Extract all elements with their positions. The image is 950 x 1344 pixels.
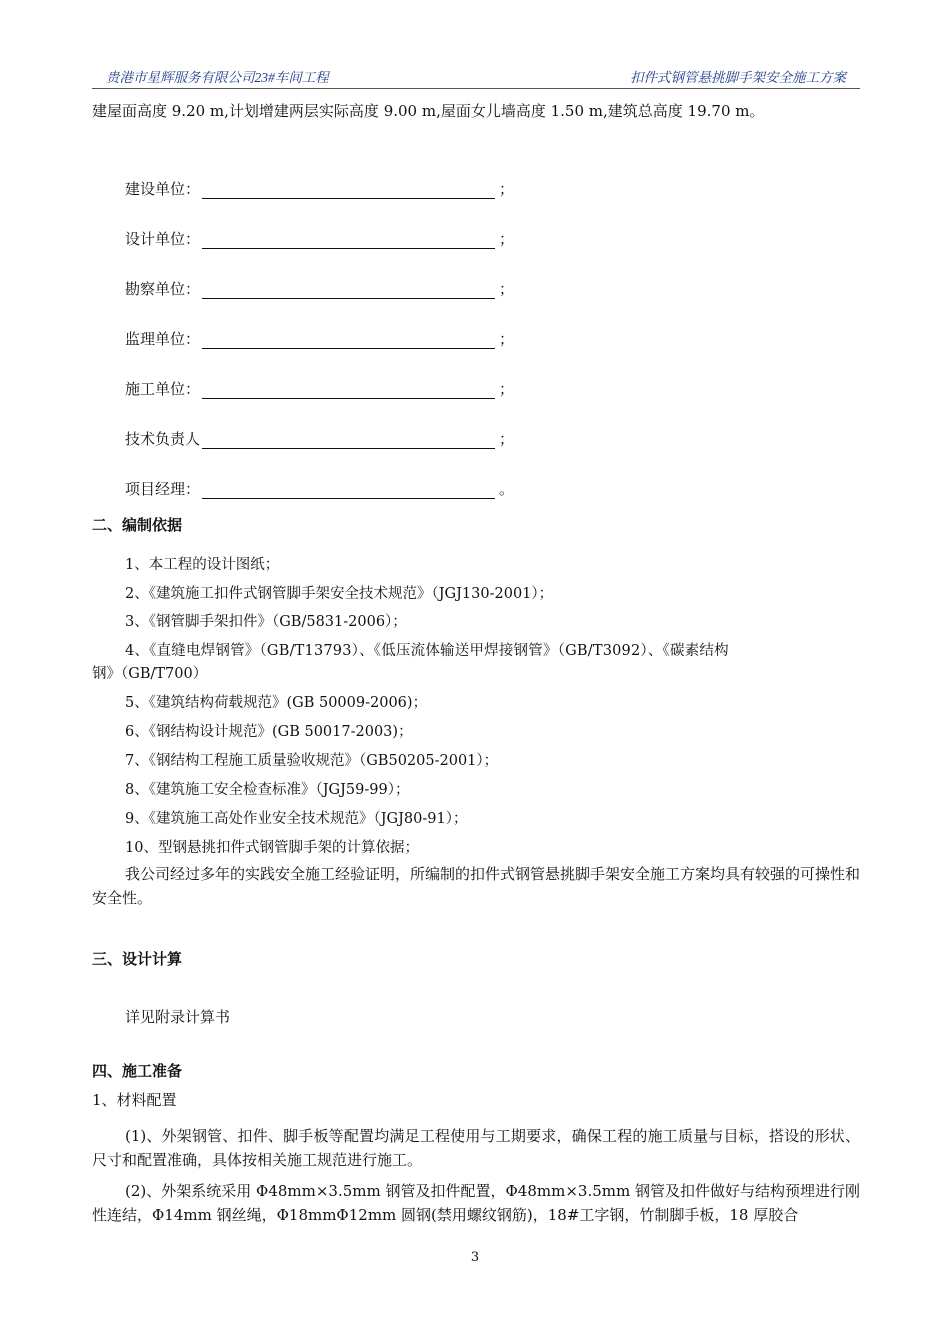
sign-underline bbox=[202, 231, 495, 249]
section-heading-prep: 四、施工准备 bbox=[92, 1062, 183, 1080]
page-number: 3 bbox=[470, 1250, 480, 1265]
basis-item: 3、《钢管脚手架扣件》（GB/5831-2006）； bbox=[125, 614, 407, 630]
sign-underline bbox=[202, 281, 495, 299]
basis-conclusion: 我公司经过多年的实践安全施工经验证明，所编制的扣件式钢管悬挑脚手架安全施工方案均具有较强的可操性和安全性。 bbox=[92, 865, 861, 907]
sign-label: 建设单位： bbox=[125, 180, 201, 198]
sign-end: ； bbox=[499, 280, 515, 298]
sign-end: ； bbox=[499, 330, 515, 348]
calc-note: 详见附录计算书 bbox=[125, 1008, 231, 1026]
sign-end: ； bbox=[499, 180, 515, 198]
basis-item: 5、《建筑结构荷载规范》(GB 50009-2006)； bbox=[125, 695, 428, 711]
header-rule bbox=[92, 88, 860, 89]
sign-label: 勘察单位： bbox=[125, 280, 201, 298]
basis-item: 9、《建筑施工高处作业安全技术规范》（JGJ80-91）； bbox=[125, 811, 468, 827]
basis-item: 6、《钢结构设计规范》(GB 50017-2003)； bbox=[125, 724, 413, 740]
sign-row-project-manager bbox=[125, 478, 514, 499]
basis-item: 2、《建筑施工扣件式钢管脚手架安全技术规范》（JGJ130-2001）； bbox=[125, 586, 554, 602]
sign-row-contractor bbox=[125, 378, 514, 399]
sign-end: ； bbox=[499, 430, 515, 448]
basis-item: 1、本工程的设计图纸； bbox=[125, 557, 280, 573]
page-header bbox=[106, 66, 846, 86]
basis-item: 4、《直缝电焊钢管》（GB/T13793）、《低压流体输送甲焊接钢管》（GB/T3092）、《碳素结构 bbox=[125, 643, 729, 659]
basis-item: 10、型钢悬挑扣件式钢管脚手架的计算依据； bbox=[125, 840, 419, 856]
basis-item-continued: 钢》（GB/T700） bbox=[92, 666, 208, 682]
prep-paragraph-1: (1)、外架钢管、扣件、脚手板等配置均满足工程使用与工期要求，确保工程的施工质量与目标，搭设的形状、尺寸和配置准确，具体按相关施工规范进行施工。 bbox=[92, 1127, 860, 1169]
sign-label: 技术负责人 bbox=[125, 430, 201, 448]
basis-item: 7、《钢结构工程施工质量验收规范》（GB50205-2001）； bbox=[125, 753, 499, 769]
sign-label: 施工单位： bbox=[125, 380, 201, 398]
prep-paragraph-2: (2)、外架系统采用 Φ48mm×3.5mm 钢管及扣件配置，Φ48mm×3.5mm 钢管及扣件做好与结构预埋进行刚性连结，Φ14mm 钢丝绳，Φ18mmΦ12mm 圆钢(禁用螺纹钢筋)，18#工字钢，竹制脚手板，18 厚胶合 bbox=[92, 1182, 860, 1224]
sign-row-supervision bbox=[125, 328, 514, 349]
sign-underline bbox=[202, 481, 495, 499]
sign-row-construction bbox=[125, 178, 514, 199]
header-right-title: 扣件式钢管悬挑脚手架安全施工方案 bbox=[630, 70, 846, 85]
section-heading-calc: 三、设计计算 bbox=[92, 950, 183, 968]
sign-row-tech-lead bbox=[125, 428, 514, 449]
sign-underline bbox=[202, 431, 495, 449]
sign-underline bbox=[202, 381, 495, 399]
sign-end: ； bbox=[499, 380, 515, 398]
sign-underline bbox=[202, 331, 495, 349]
header-left-title: 贵港市星辉服务有限公司23#车间工程 bbox=[106, 70, 329, 85]
sign-underline bbox=[202, 181, 495, 199]
prep-subheading: 1、材料配置 bbox=[92, 1091, 177, 1109]
intro-block bbox=[92, 100, 860, 123]
sign-label: 项目经理： bbox=[125, 480, 201, 498]
sign-label: 设计单位： bbox=[125, 230, 201, 248]
sign-row-survey bbox=[125, 278, 514, 299]
sign-end: ； bbox=[499, 230, 515, 248]
intro-paragraph: 建屋面高度 9.20 m,计划增建两层实际高度 9.00 m,屋面女儿墙高度 1.50 m,建筑总高度 19.70 m。 bbox=[92, 102, 765, 120]
sign-label: 监理单位： bbox=[125, 330, 201, 348]
section-heading-basis: 二、编制依据 bbox=[92, 516, 183, 534]
sign-row-design bbox=[125, 228, 514, 249]
basis-item: 8、《建筑施工安全检查标准》（JGJ59-99）； bbox=[125, 782, 410, 798]
sign-end: 。 bbox=[499, 480, 515, 498]
